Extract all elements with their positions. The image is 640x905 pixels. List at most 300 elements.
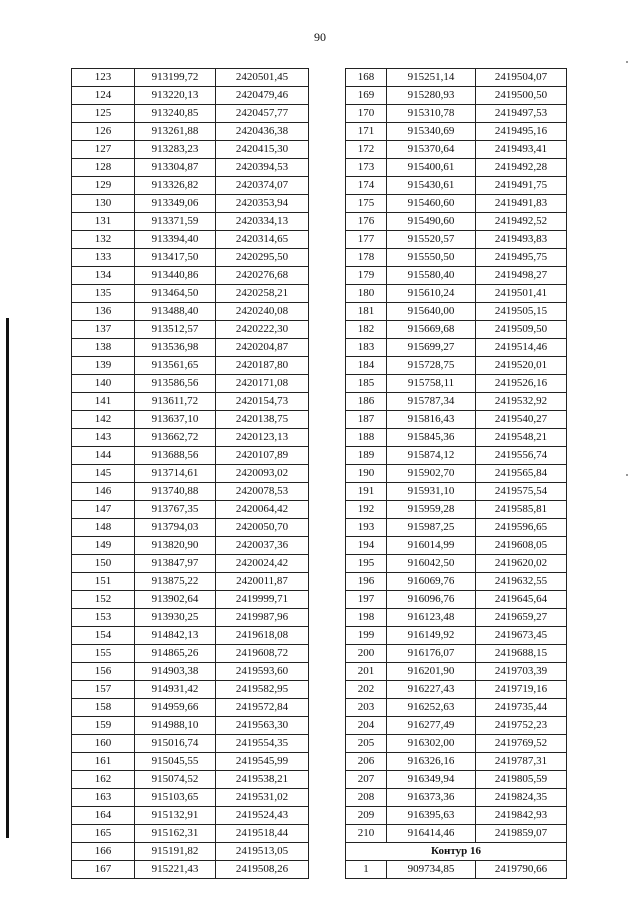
- point-number-cell: 143: [72, 429, 135, 447]
- table-row: [72, 681, 309, 699]
- table-row: [346, 483, 567, 501]
- y-coordinate-cell: 2419688,15: [476, 645, 567, 663]
- x-coordinate-cell: 913512,57: [135, 321, 216, 339]
- y-coordinate-cell: 2420415,30: [216, 141, 309, 159]
- point-number-cell: 145: [72, 465, 135, 483]
- point-number-cell: 148: [72, 519, 135, 537]
- x-coordinate-cell: 915280,93: [387, 87, 476, 105]
- table-row: [72, 159, 309, 177]
- y-coordinate-cell: 2420093,02: [216, 465, 309, 483]
- table-row: [72, 177, 309, 195]
- point-number-cell: 160: [72, 735, 135, 753]
- table-row: [346, 87, 567, 105]
- coordinates-table-left: [71, 68, 309, 879]
- x-coordinate-cell: 913349,06: [135, 195, 216, 213]
- point-number-cell: 177: [346, 231, 387, 249]
- x-coordinate-cell: 913637,10: [135, 411, 216, 429]
- point-number-cell: 175: [346, 195, 387, 213]
- table-row: [72, 213, 309, 231]
- point-number-cell: 184: [346, 357, 387, 375]
- point-number-cell: 179: [346, 267, 387, 285]
- point-number-cell: 167: [72, 861, 135, 879]
- table-row: [72, 861, 309, 879]
- y-coordinate-cell: 2419545,99: [216, 753, 309, 771]
- x-coordinate-cell: 913304,87: [135, 159, 216, 177]
- x-coordinate-cell: 915816,43: [387, 411, 476, 429]
- y-coordinate-cell: 2419500,50: [476, 87, 567, 105]
- margin-bar: [6, 318, 9, 838]
- y-coordinate-cell: 2419492,52: [476, 213, 567, 231]
- table-row: [346, 429, 567, 447]
- table-row: [72, 789, 309, 807]
- x-coordinate-cell: 915610,24: [387, 285, 476, 303]
- y-coordinate-cell: 2419582,95: [216, 681, 309, 699]
- x-coordinate-cell: 915191,82: [135, 843, 216, 861]
- point-number-cell: 144: [72, 447, 135, 465]
- x-coordinate-cell: 915074,52: [135, 771, 216, 789]
- point-number-cell: 188: [346, 429, 387, 447]
- x-coordinate-cell: 915490,60: [387, 213, 476, 231]
- x-coordinate-cell: 915931,10: [387, 483, 476, 501]
- table-row: [346, 123, 567, 141]
- point-number-cell: 187: [346, 411, 387, 429]
- table-row: [72, 591, 309, 609]
- table-row: [346, 231, 567, 249]
- table-row: [346, 69, 567, 87]
- point-number-cell: 132: [72, 231, 135, 249]
- point-number-cell: 194: [346, 537, 387, 555]
- y-coordinate-cell: 2419585,81: [476, 501, 567, 519]
- y-coordinate-cell: 2419735,44: [476, 699, 567, 717]
- table-row: [72, 141, 309, 159]
- y-coordinate-cell: 2420295,50: [216, 249, 309, 267]
- x-coordinate-cell: 915221,43: [135, 861, 216, 879]
- point-number-cell: 149: [72, 537, 135, 555]
- x-coordinate-cell: 913820,90: [135, 537, 216, 555]
- y-coordinate-cell: 2419524,43: [216, 807, 309, 825]
- table-row: [346, 519, 567, 537]
- table-row: [346, 501, 567, 519]
- y-coordinate-cell: 2420240,08: [216, 303, 309, 321]
- table-row: [346, 249, 567, 267]
- y-coordinate-cell: 2420123,13: [216, 429, 309, 447]
- x-coordinate-cell: 915550,50: [387, 249, 476, 267]
- y-coordinate-cell: 2419493,41: [476, 141, 567, 159]
- table-row: [346, 537, 567, 555]
- table-row: [72, 573, 309, 591]
- x-coordinate-cell: 915959,28: [387, 501, 476, 519]
- y-coordinate-cell: 2419608,72: [216, 645, 309, 663]
- point-number-cell: 153: [72, 609, 135, 627]
- point-number-cell: 190: [346, 465, 387, 483]
- table-row: [72, 249, 309, 267]
- y-coordinate-cell: 2419659,27: [476, 609, 567, 627]
- point-number-cell: 172: [346, 141, 387, 159]
- table-row: [346, 861, 567, 879]
- point-number-cell: 141: [72, 393, 135, 411]
- x-coordinate-cell: 915669,68: [387, 321, 476, 339]
- x-coordinate-cell: 913767,35: [135, 501, 216, 519]
- x-coordinate-cell: 913220,13: [135, 87, 216, 105]
- point-number-cell: 140: [72, 375, 135, 393]
- x-coordinate-cell: 916326,16: [387, 753, 476, 771]
- table-row: [346, 141, 567, 159]
- y-coordinate-cell: 2420374,07: [216, 177, 309, 195]
- table-row: [72, 123, 309, 141]
- x-coordinate-cell: 913847,97: [135, 555, 216, 573]
- x-coordinate-cell: 916349,94: [387, 771, 476, 789]
- point-number-cell: 125: [72, 105, 135, 123]
- table-row: [346, 213, 567, 231]
- y-coordinate-cell: 2419556,74: [476, 447, 567, 465]
- y-coordinate-cell: 2420334,13: [216, 213, 309, 231]
- y-coordinate-cell: 2419495,16: [476, 123, 567, 141]
- table-row: [346, 591, 567, 609]
- point-number-cell: 129: [72, 177, 135, 195]
- point-number-cell: 180: [346, 285, 387, 303]
- point-number-cell: 1: [346, 861, 387, 879]
- point-number-cell: 198: [346, 609, 387, 627]
- point-number-cell: 131: [72, 213, 135, 231]
- x-coordinate-cell: 913662,72: [135, 429, 216, 447]
- x-coordinate-cell: 916149,92: [387, 627, 476, 645]
- x-coordinate-cell: 915787,34: [387, 393, 476, 411]
- y-coordinate-cell: 2420171,08: [216, 375, 309, 393]
- point-number-cell: 206: [346, 753, 387, 771]
- table-row: [72, 663, 309, 681]
- x-coordinate-cell: 915699,27: [387, 339, 476, 357]
- x-coordinate-cell: 913740,88: [135, 483, 216, 501]
- y-coordinate-cell: 2419752,23: [476, 717, 567, 735]
- y-coordinate-cell: 2420064,42: [216, 501, 309, 519]
- point-number-cell: 130: [72, 195, 135, 213]
- x-coordinate-cell: 913930,25: [135, 609, 216, 627]
- table-row: [346, 807, 567, 825]
- table-row: [346, 681, 567, 699]
- x-coordinate-cell: 915728,75: [387, 357, 476, 375]
- y-coordinate-cell: 2419504,07: [476, 69, 567, 87]
- coordinates-table-right: [345, 68, 567, 879]
- x-coordinate-cell: 913714,61: [135, 465, 216, 483]
- table-row: [346, 177, 567, 195]
- x-coordinate-cell: 914842,13: [135, 627, 216, 645]
- point-number-cell: 173: [346, 159, 387, 177]
- table-row: [346, 825, 567, 843]
- y-coordinate-cell: 2419632,55: [476, 573, 567, 591]
- y-coordinate-cell: 2419987,96: [216, 609, 309, 627]
- y-coordinate-cell: 2419493,83: [476, 231, 567, 249]
- x-coordinate-cell: 915340,69: [387, 123, 476, 141]
- x-coordinate-cell: 916414,46: [387, 825, 476, 843]
- table-row: [346, 699, 567, 717]
- x-coordinate-cell: 915987,25: [387, 519, 476, 537]
- y-coordinate-cell: 2419593,60: [216, 663, 309, 681]
- y-coordinate-cell: 2419492,28: [476, 159, 567, 177]
- x-coordinate-cell: 915580,40: [387, 267, 476, 285]
- x-coordinate-cell: 913688,56: [135, 447, 216, 465]
- point-number-cell: 150: [72, 555, 135, 573]
- table-row: [346, 789, 567, 807]
- table-row: [346, 303, 567, 321]
- y-coordinate-cell: 2419645,64: [476, 591, 567, 609]
- table-row: [346, 267, 567, 285]
- table-row: [72, 303, 309, 321]
- table-row: [72, 537, 309, 555]
- point-number-cell: 164: [72, 807, 135, 825]
- x-coordinate-cell: 909734,85: [387, 861, 476, 879]
- y-coordinate-cell: 2419513,05: [216, 843, 309, 861]
- y-coordinate-cell: 2420078,53: [216, 483, 309, 501]
- point-number-cell: 166: [72, 843, 135, 861]
- table-row: [72, 339, 309, 357]
- scan-dot: [626, 474, 628, 476]
- y-coordinate-cell: 2420154,73: [216, 393, 309, 411]
- y-coordinate-cell: 2420050,70: [216, 519, 309, 537]
- point-number-cell: 135: [72, 285, 135, 303]
- point-number-cell: 196: [346, 573, 387, 591]
- table-row: [346, 555, 567, 573]
- y-coordinate-cell: 2420222,30: [216, 321, 309, 339]
- x-coordinate-cell: 913536,98: [135, 339, 216, 357]
- x-coordinate-cell: 915251,14: [387, 69, 476, 87]
- x-coordinate-cell: 914903,38: [135, 663, 216, 681]
- point-number-cell: 200: [346, 645, 387, 663]
- y-coordinate-cell: 2419498,27: [476, 267, 567, 285]
- table-row: [72, 357, 309, 375]
- x-coordinate-cell: 914931,42: [135, 681, 216, 699]
- y-coordinate-cell: 2419859,07: [476, 825, 567, 843]
- y-coordinate-cell: 2419508,26: [216, 861, 309, 879]
- y-coordinate-cell: 2419532,92: [476, 393, 567, 411]
- point-number-cell: 154: [72, 627, 135, 645]
- table-row: [346, 771, 567, 789]
- x-coordinate-cell: 916014,99: [387, 537, 476, 555]
- table-row: [72, 267, 309, 285]
- table-row: [346, 645, 567, 663]
- x-coordinate-cell: 913902,64: [135, 591, 216, 609]
- x-coordinate-cell: 913561,65: [135, 357, 216, 375]
- point-number-cell: 161: [72, 753, 135, 771]
- point-number-cell: 138: [72, 339, 135, 357]
- table-row: [346, 357, 567, 375]
- table-row: [72, 483, 309, 501]
- table-row: [346, 285, 567, 303]
- table-row: [72, 519, 309, 537]
- table-row: [72, 429, 309, 447]
- point-number-cell: 176: [346, 213, 387, 231]
- x-coordinate-cell: 914988,10: [135, 717, 216, 735]
- right-table-body: [346, 69, 567, 879]
- y-coordinate-cell: 2420479,46: [216, 87, 309, 105]
- y-coordinate-cell: 2419491,75: [476, 177, 567, 195]
- x-coordinate-cell: 916069,76: [387, 573, 476, 591]
- point-number-cell: 171: [346, 123, 387, 141]
- point-number-cell: 193: [346, 519, 387, 537]
- point-number-cell: 186: [346, 393, 387, 411]
- table-row: [72, 393, 309, 411]
- y-coordinate-cell: 2420353,94: [216, 195, 309, 213]
- point-number-cell: 133: [72, 249, 135, 267]
- x-coordinate-cell: 913417,50: [135, 249, 216, 267]
- x-coordinate-cell: 913199,72: [135, 69, 216, 87]
- table-row: [72, 231, 309, 249]
- y-coordinate-cell: 2420314,65: [216, 231, 309, 249]
- y-coordinate-cell: 2419790,66: [476, 861, 567, 879]
- y-coordinate-cell: 2419999,71: [216, 591, 309, 609]
- section-title: Контур 16: [346, 843, 567, 861]
- x-coordinate-cell: 915640,00: [387, 303, 476, 321]
- table-row: [72, 465, 309, 483]
- point-number-cell: 142: [72, 411, 135, 429]
- table-row: [346, 105, 567, 123]
- table-row: [72, 609, 309, 627]
- table-row: [346, 717, 567, 735]
- y-coordinate-cell: 2420501,45: [216, 69, 309, 87]
- point-number-cell: 209: [346, 807, 387, 825]
- y-coordinate-cell: 2419501,41: [476, 285, 567, 303]
- point-number-cell: 169: [346, 87, 387, 105]
- point-number-cell: 205: [346, 735, 387, 753]
- y-coordinate-cell: 2419554,35: [216, 735, 309, 753]
- x-coordinate-cell: 913440,86: [135, 267, 216, 285]
- y-coordinate-cell: 2419526,16: [476, 375, 567, 393]
- point-number-cell: 162: [72, 771, 135, 789]
- y-coordinate-cell: 2420024,42: [216, 555, 309, 573]
- y-coordinate-cell: 2419565,84: [476, 465, 567, 483]
- point-number-cell: 178: [346, 249, 387, 267]
- point-number-cell: 134: [72, 267, 135, 285]
- point-number-cell: 159: [72, 717, 135, 735]
- y-coordinate-cell: 2419497,53: [476, 105, 567, 123]
- y-coordinate-cell: 2419575,54: [476, 483, 567, 501]
- y-coordinate-cell: 2419824,35: [476, 789, 567, 807]
- y-coordinate-cell: 2420276,68: [216, 267, 309, 285]
- x-coordinate-cell: 915132,91: [135, 807, 216, 825]
- page-number: 90: [314, 30, 326, 44]
- point-number-cell: 195: [346, 555, 387, 573]
- y-coordinate-cell: 2419620,02: [476, 555, 567, 573]
- y-coordinate-cell: 2420394,53: [216, 159, 309, 177]
- x-coordinate-cell: 913464,50: [135, 285, 216, 303]
- y-coordinate-cell: 2419703,39: [476, 663, 567, 681]
- scan-dot: [626, 61, 628, 63]
- y-coordinate-cell: 2419548,21: [476, 429, 567, 447]
- y-coordinate-cell: 2419596,65: [476, 519, 567, 537]
- point-number-cell: 192: [346, 501, 387, 519]
- y-coordinate-cell: 2419618,08: [216, 627, 309, 645]
- x-coordinate-cell: 916252,63: [387, 699, 476, 717]
- y-coordinate-cell: 2419608,05: [476, 537, 567, 555]
- x-coordinate-cell: 913586,56: [135, 375, 216, 393]
- table-row: [72, 69, 309, 87]
- table-row: [346, 663, 567, 681]
- table-row: [72, 87, 309, 105]
- table-row: [346, 735, 567, 753]
- table-row: [346, 195, 567, 213]
- table-row: [346, 375, 567, 393]
- y-coordinate-cell: 2419509,50: [476, 321, 567, 339]
- y-coordinate-cell: 2419505,15: [476, 303, 567, 321]
- table-row: [72, 807, 309, 825]
- x-coordinate-cell: 916096,76: [387, 591, 476, 609]
- point-number-cell: 210: [346, 825, 387, 843]
- x-coordinate-cell: 916176,07: [387, 645, 476, 663]
- table-row: [72, 753, 309, 771]
- section-header-row: [346, 843, 567, 861]
- y-coordinate-cell: 2420457,77: [216, 105, 309, 123]
- table-row: [72, 447, 309, 465]
- table-row: [72, 735, 309, 753]
- table-row: [346, 465, 567, 483]
- point-number-cell: 136: [72, 303, 135, 321]
- table-row: [72, 555, 309, 573]
- x-coordinate-cell: 915874,12: [387, 447, 476, 465]
- point-number-cell: 124: [72, 87, 135, 105]
- table-row: [346, 609, 567, 627]
- x-coordinate-cell: 913875,22: [135, 573, 216, 591]
- y-coordinate-cell: 2419719,16: [476, 681, 567, 699]
- x-coordinate-cell: 915016,74: [135, 735, 216, 753]
- point-number-cell: 182: [346, 321, 387, 339]
- table-row: [72, 771, 309, 789]
- table-row: [346, 321, 567, 339]
- x-coordinate-cell: 916123,48: [387, 609, 476, 627]
- x-coordinate-cell: 916277,49: [387, 717, 476, 735]
- x-coordinate-cell: 916373,36: [387, 789, 476, 807]
- x-coordinate-cell: 916042,50: [387, 555, 476, 573]
- x-coordinate-cell: 913261,88: [135, 123, 216, 141]
- y-coordinate-cell: 2419563,30: [216, 717, 309, 735]
- y-coordinate-cell: 2420138,75: [216, 411, 309, 429]
- x-coordinate-cell: 915103,65: [135, 789, 216, 807]
- point-number-cell: 128: [72, 159, 135, 177]
- point-number-cell: 203: [346, 699, 387, 717]
- table-row: [72, 411, 309, 429]
- x-coordinate-cell: 915758,11: [387, 375, 476, 393]
- point-number-cell: 123: [72, 69, 135, 87]
- point-number-cell: 183: [346, 339, 387, 357]
- x-coordinate-cell: 915430,61: [387, 177, 476, 195]
- table-row: [346, 627, 567, 645]
- table-row: [346, 573, 567, 591]
- y-coordinate-cell: 2420037,36: [216, 537, 309, 555]
- x-coordinate-cell: 913611,72: [135, 393, 216, 411]
- x-coordinate-cell: 915400,61: [387, 159, 476, 177]
- point-number-cell: 207: [346, 771, 387, 789]
- x-coordinate-cell: 913394,40: [135, 231, 216, 249]
- point-number-cell: 157: [72, 681, 135, 699]
- x-coordinate-cell: 913794,03: [135, 519, 216, 537]
- x-coordinate-cell: 915902,70: [387, 465, 476, 483]
- table-row: [346, 411, 567, 429]
- y-coordinate-cell: 2419495,75: [476, 249, 567, 267]
- point-number-cell: 151: [72, 573, 135, 591]
- x-coordinate-cell: 914865,26: [135, 645, 216, 663]
- table-row: [72, 717, 309, 735]
- point-number-cell: 191: [346, 483, 387, 501]
- point-number-cell: 208: [346, 789, 387, 807]
- point-number-cell: 137: [72, 321, 135, 339]
- y-coordinate-cell: 2419842,93: [476, 807, 567, 825]
- point-number-cell: 185: [346, 375, 387, 393]
- x-coordinate-cell: 915310,78: [387, 105, 476, 123]
- point-number-cell: 168: [346, 69, 387, 87]
- point-number-cell: 165: [72, 825, 135, 843]
- y-coordinate-cell: 2419531,02: [216, 789, 309, 807]
- y-coordinate-cell: 2419520,01: [476, 357, 567, 375]
- table-row: [346, 339, 567, 357]
- x-coordinate-cell: 915845,36: [387, 429, 476, 447]
